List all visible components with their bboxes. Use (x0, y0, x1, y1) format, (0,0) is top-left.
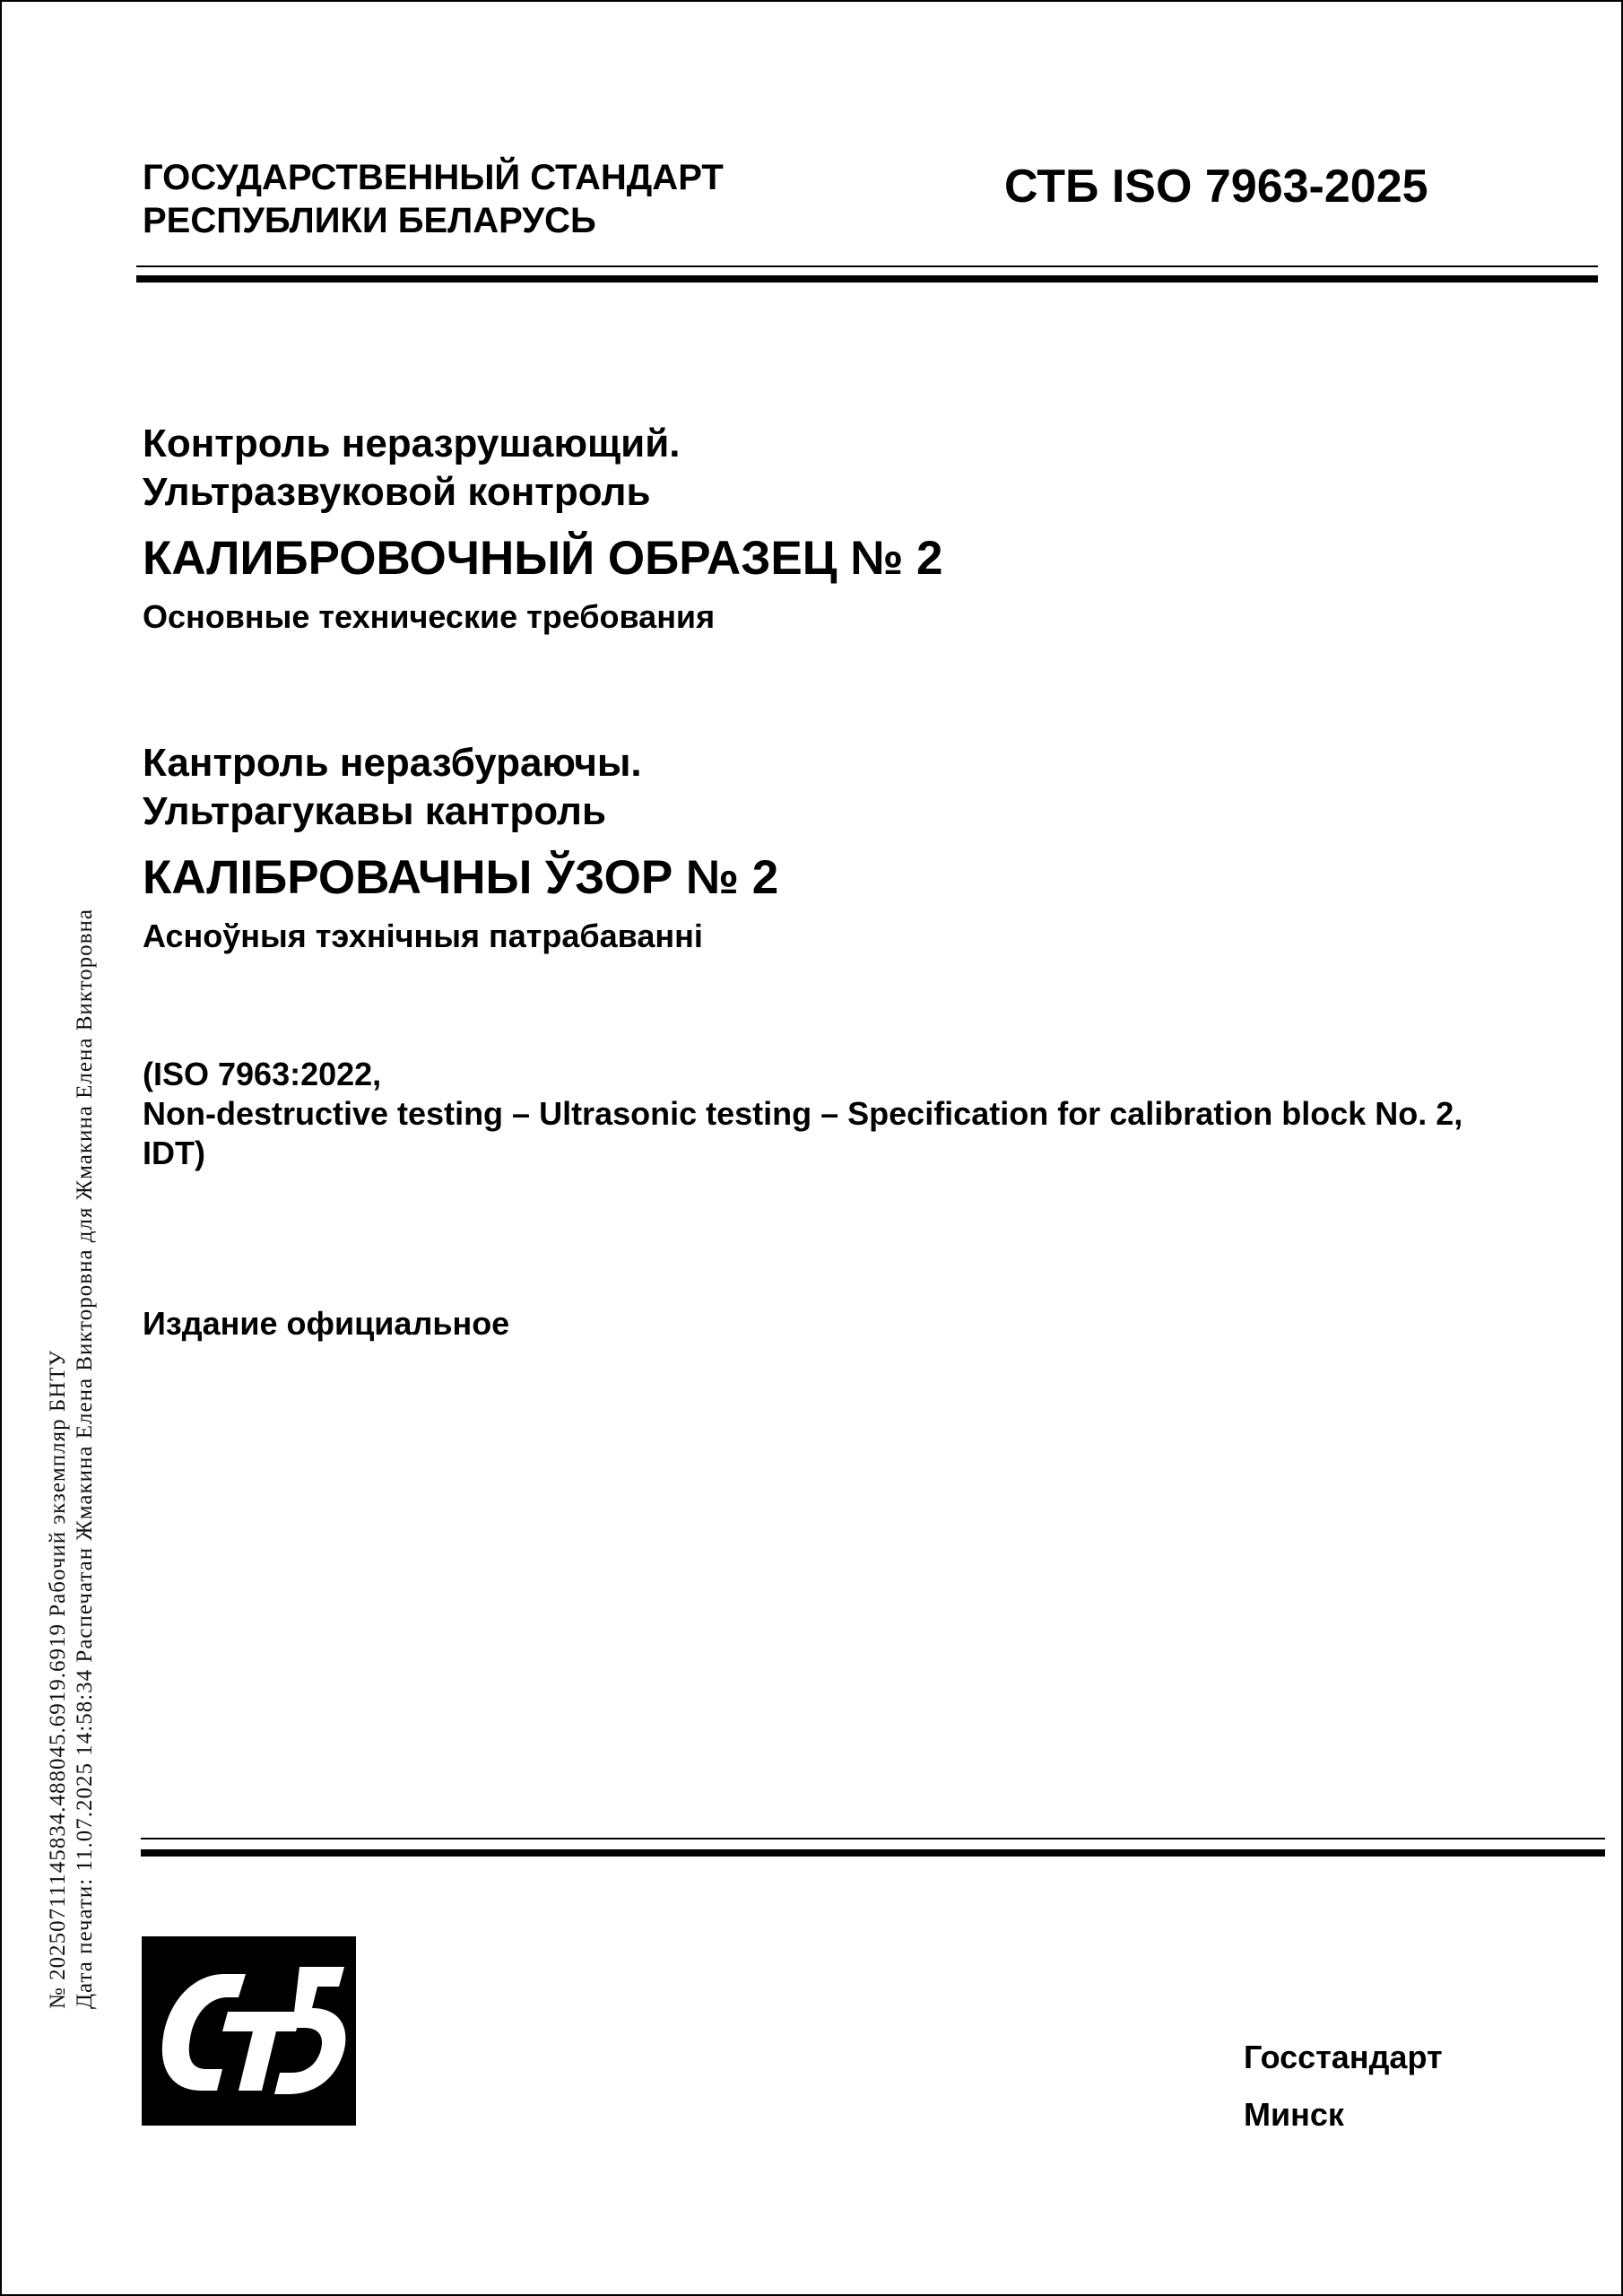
title-by-main: КАЛІБРОВАЧНЫ ЎЗОР № 2 (143, 851, 779, 904)
header-line-1: ГОСУДАРСТВЕННЫЙ СТАНДАРТ (143, 158, 724, 197)
header-rule-thick (136, 275, 1598, 283)
iso-reference-line-2: Non-destructive testing – Ultrasonic testing – Specification for calibration block No. 2, (143, 1095, 1463, 1132)
edition-label: Издание официальное (143, 1305, 510, 1342)
footer-publisher (1244, 2029, 1443, 2144)
header-standard-type (143, 156, 724, 242)
title-russian (143, 420, 943, 637)
title-by-subtitle: Асноўныя тэхнічныя патрабаванні (143, 918, 703, 954)
header-line-2: РЕСПУБЛИКИ БЕЛАРУСЬ (143, 201, 596, 240)
title-ru-main: КАЛИБРОВОЧНЫЙ ОБРАЗЕЦ № 2 (143, 532, 943, 585)
title-ru-line-2: Ультразвуковой контроль (143, 470, 651, 514)
title-by-line-1: Кантроль неразбураючы. (143, 741, 642, 785)
stb-logo-graphic (142, 1936, 356, 2126)
footer-rule-thick (141, 1849, 1605, 1857)
print-watermark (45, 646, 99, 2009)
footer-rule-thin (141, 1838, 1605, 1839)
iso-reference (143, 1055, 1541, 1173)
iso-reference-line-3: IDT) (143, 1135, 205, 1171)
title-by-line-2: Ультрагукавы кантроль (143, 789, 607, 833)
publisher-city: Минск (1244, 2096, 1344, 2133)
header-rule-thin (136, 265, 1598, 267)
publisher-name: Госстандарт (1244, 2039, 1443, 2075)
title-belarusian (143, 739, 778, 956)
title-ru-line-1: Контроль неразрушающий. (143, 422, 681, 465)
title-ru-subtitle: Основные технические требования (143, 598, 716, 635)
watermark-line-1: № 20250711145834.488045.6919.6919 Рабочий экземпляр БНТУ (46, 1349, 70, 2009)
stb-logo-icon (142, 1936, 356, 2126)
iso-reference-line-1: (ISO 7963:2022, (143, 1056, 382, 1092)
standard-designation: СТБ ISO 7963-2025 (1004, 161, 1428, 213)
watermark-line-2: Дата печати: 11.07.2025 14:58:34 Распечатан Жмакина Елена Викторовна для Жмакина Елена Викторовна (73, 909, 97, 2009)
